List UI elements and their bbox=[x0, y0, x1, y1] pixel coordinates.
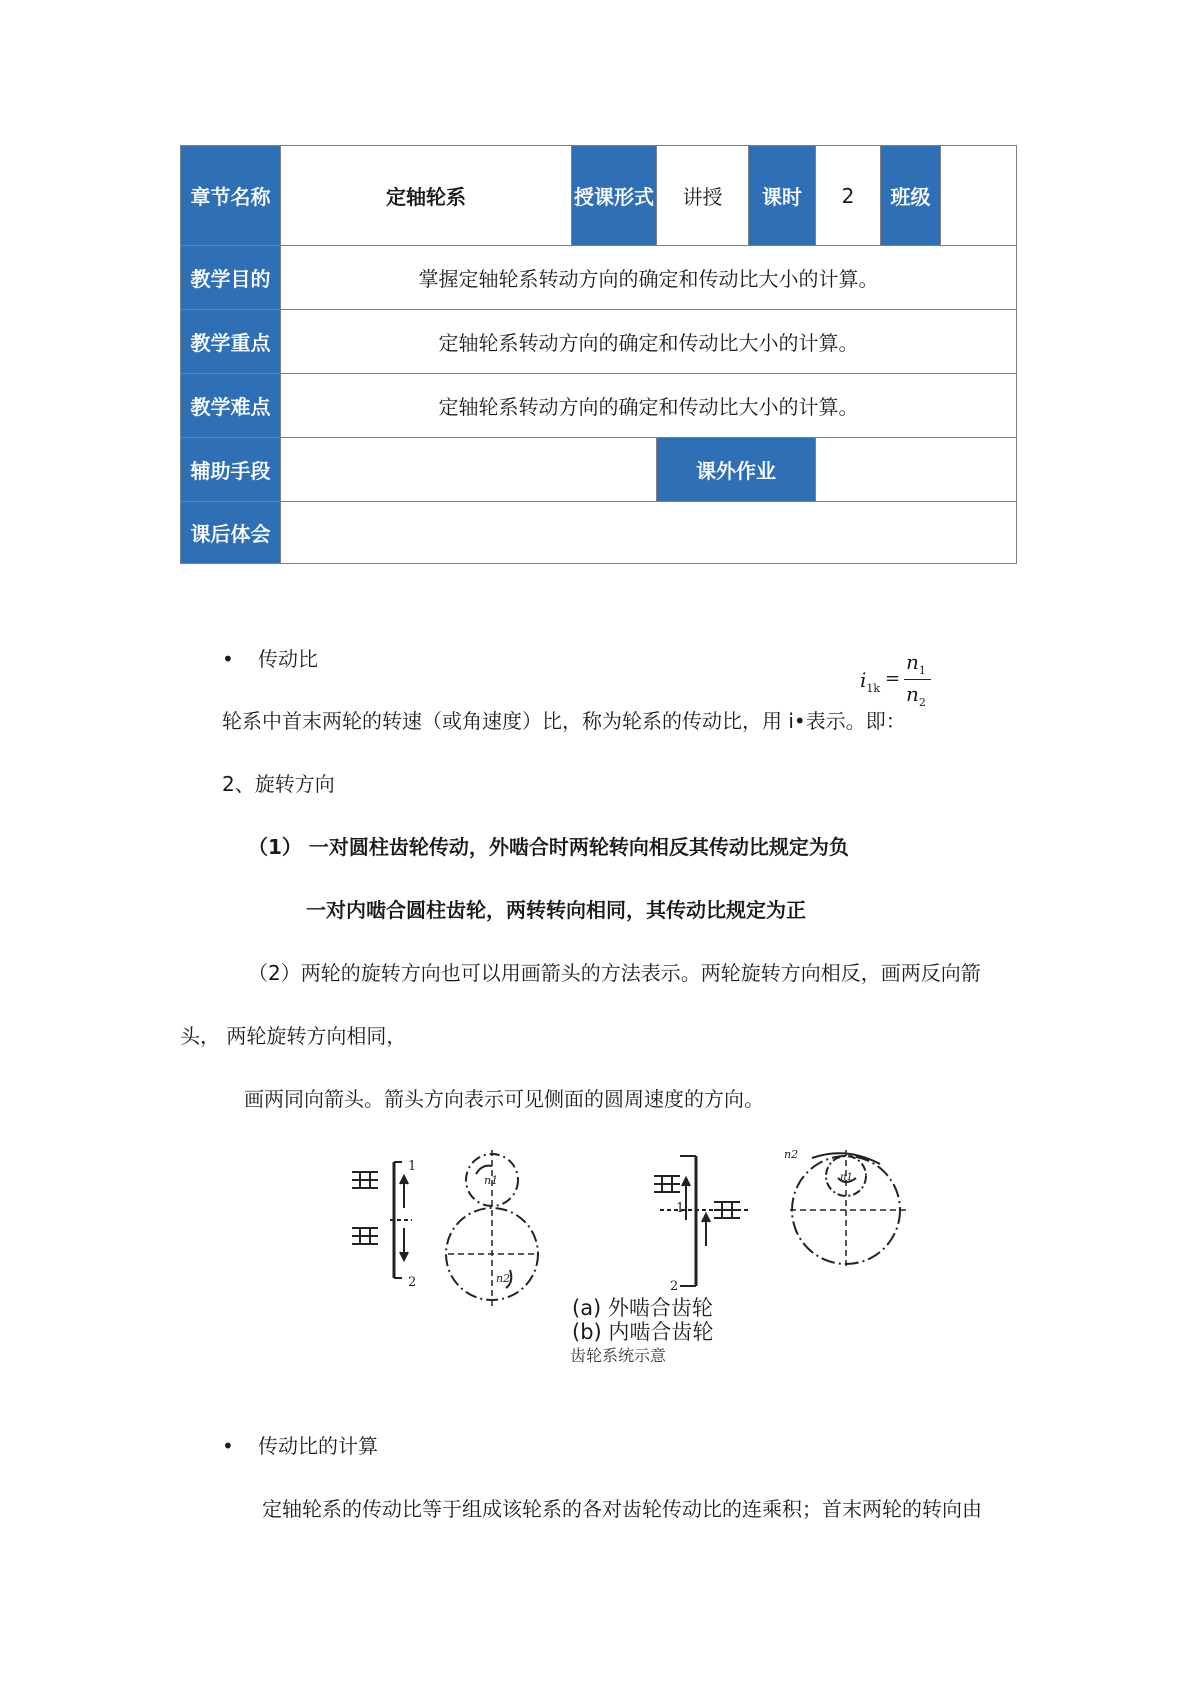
bullet-marker: • bbox=[222, 647, 234, 671]
label-n1a: n1 bbox=[484, 1174, 499, 1187]
difficulty-label: 教学难点 bbox=[180, 373, 281, 438]
reflection-label: 课后体会 bbox=[180, 501, 281, 564]
label-gear-1b: 1 bbox=[676, 1201, 685, 1216]
class-value bbox=[940, 145, 1017, 246]
label-n2a: n2 bbox=[496, 1272, 511, 1285]
point-internal-mesh: 一对内啮合圆柱齿轮，两转转向相同，其传动比规定为正 bbox=[306, 898, 806, 922]
homework-value bbox=[815, 437, 1017, 502]
formula-equals: = bbox=[885, 668, 901, 689]
figure-caption-a: (a) 外啮合齿轮 bbox=[572, 1296, 713, 1320]
key-point-value: 定轴轮系转动方向的确定和传动比大小的计算。 bbox=[280, 309, 1017, 374]
point-arrow-method-end: 画两同向箭头。箭头方向表示可见侧面的圆周速度的方向。 bbox=[244, 1087, 764, 1111]
goal-label: 教学目的 bbox=[180, 245, 281, 310]
formula-denominator: $n_2$ bbox=[906, 682, 926, 709]
ratio-definition: 轮系中首末两轮的转速（或角速度）比，称为轮系的传动比，用 i•表示。即： bbox=[222, 709, 906, 733]
label-gear-1a: 1 bbox=[408, 1159, 417, 1174]
bullet-marker: • bbox=[222, 1434, 234, 1458]
ratio-calculation-text: 定轴轮系的传动比等于组成该轮系的各对齿轮传动比的连乘积；首末两轮的转向由 bbox=[262, 1497, 982, 1521]
label-gear-2b: 2 bbox=[670, 1279, 679, 1294]
figure-caption-cut: 齿轮系统示意 bbox=[570, 1346, 667, 1365]
bullet-gear-ratio: 传动比 bbox=[258, 647, 318, 671]
aids-label: 辅助手段 bbox=[180, 437, 281, 502]
difficulty-value: 定轴轮系转动方向的确定和传动比大小的计算。 bbox=[280, 373, 1017, 438]
section-heading-rotation: 2、旋转方向 bbox=[222, 772, 335, 796]
form-label: 授课形式 bbox=[571, 145, 657, 246]
homework-label: 课外作业 bbox=[656, 437, 816, 502]
hours-value: 2 bbox=[815, 145, 881, 246]
figure-caption-b: (b) 内啮合齿轮 bbox=[572, 1320, 714, 1344]
form-value: 讲授 bbox=[656, 145, 749, 246]
label-n2b: n2 bbox=[784, 1148, 799, 1161]
hours-label: 课时 bbox=[748, 145, 816, 246]
label-gear-2a: 2 bbox=[408, 1275, 417, 1290]
key-point-label: 教学重点 bbox=[180, 309, 281, 374]
formula-lhs: $i_{1k}$ bbox=[860, 668, 881, 695]
lesson-info-table bbox=[180, 145, 1017, 564]
label-n1b: n1 bbox=[840, 1172, 853, 1183]
point-external-mesh: （1） 一对圆柱齿轮传动，外啮合时两轮转向相反其传动比规定为负 bbox=[248, 835, 849, 859]
fraction-bar bbox=[904, 679, 931, 680]
ratio-formula bbox=[856, 650, 936, 710]
aids-value bbox=[280, 437, 657, 502]
reflection-value bbox=[280, 501, 1017, 564]
chapter-value: 定轴轮系 bbox=[280, 145, 572, 246]
point-arrow-method-cont: 头， 两轮旋转方向相同， bbox=[180, 1024, 407, 1048]
chapter-label: 章节名称 bbox=[180, 145, 281, 246]
point-arrow-method: （2）两轮的旋转方向也可以用画箭头的方法表示。两轮旋转方向相反，画两反向箭 bbox=[248, 961, 981, 985]
goal-value: 掌握定轴轮系转动方向的确定和传动比大小的计算。 bbox=[280, 245, 1017, 310]
class-label: 班级 bbox=[880, 145, 941, 246]
formula-numerator: $n_1$ bbox=[906, 650, 926, 677]
bullet-ratio-calculation: 传动比的计算 bbox=[258, 1434, 378, 1458]
